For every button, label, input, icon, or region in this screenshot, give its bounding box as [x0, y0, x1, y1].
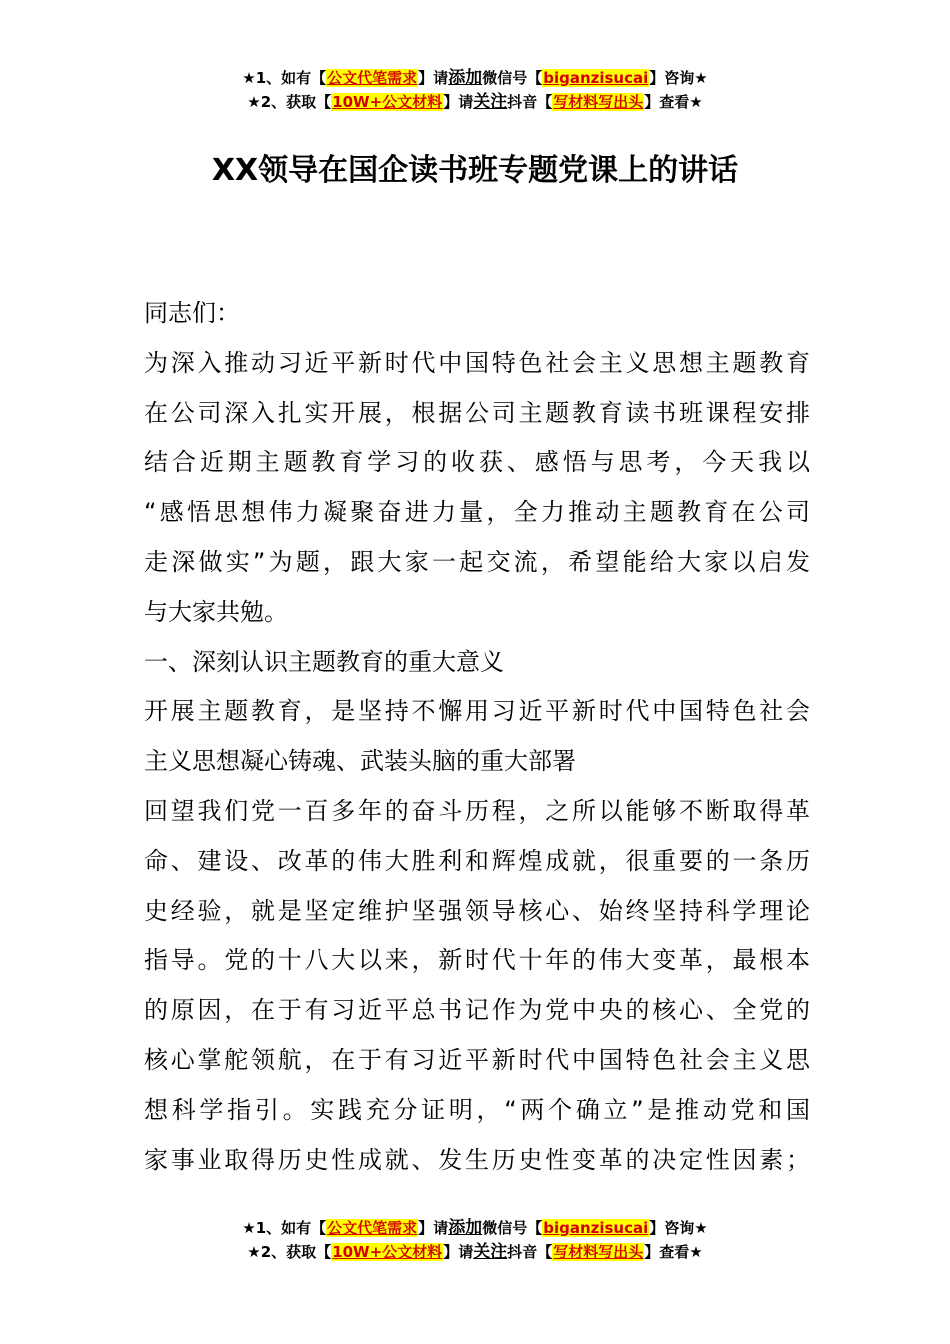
- banner-text: 】请: [443, 93, 474, 111]
- body-line: 家事业取得历史性成就、发生历史性变革的决定性因素；: [144, 1145, 810, 1174]
- banner-text: 】请: [418, 69, 449, 87]
- body-line: “感悟思想伟力凝聚奋进力量，全力推动主题教育在公司: [144, 498, 810, 527]
- body-line: 核心掌舵领航，在于有习近平新时代中国特色社会主义思: [144, 1045, 810, 1074]
- banner-emphasis: 关注: [473, 1242, 508, 1262]
- banner-text: 】请: [443, 1243, 474, 1261]
- banner-prefix: ★2、获取【: [247, 93, 332, 111]
- banner-prefix: ★1、如有【: [242, 69, 327, 87]
- douyin-account-highlight: 写材料写出头: [553, 1243, 644, 1261]
- banner-suffix: 】咨询★: [649, 1219, 708, 1237]
- banner-line-2: [0, 90, 950, 114]
- footer-banner: [0, 1216, 950, 1264]
- body-line: 主义思想凝心铸魂、武装头脑的重大部署: [144, 747, 576, 776]
- banner-emphasis: 关注: [473, 92, 508, 112]
- body-line: 指导。党的十八大以来，新时代十年的伟大变革，最根本: [144, 946, 810, 975]
- banner-text: 抖音【: [507, 1243, 553, 1261]
- banner-line-1: [0, 1216, 950, 1240]
- section-heading: 一、深刻认识主题教育的重大意义: [144, 647, 504, 676]
- banner-text: 抖音【: [507, 93, 553, 111]
- body-line: 想科学指引。实践充分证明，“两个确立”是推动党和国: [144, 1095, 810, 1124]
- banner-text: 微信号【: [482, 69, 543, 87]
- body-line: 开展主题教育，是坚持不懈用习近平新时代中国特色社会: [144, 697, 810, 726]
- banner-suffix: 】查看★: [644, 93, 703, 111]
- banner-line-1: [0, 66, 950, 90]
- materials-highlight: 10W+公文材料: [332, 1243, 443, 1261]
- body-line: 走深做实”为题，跟大家一起交流，希望能给大家以启发: [144, 547, 810, 576]
- douyin-account-highlight: 写材料写出头: [553, 93, 644, 111]
- materials-highlight: 10W+公文材料: [332, 93, 443, 111]
- banner-emphasis: 添加: [448, 68, 483, 88]
- banner-prefix: ★1、如有【: [242, 1219, 327, 1237]
- service-highlight: 公文代笔需求: [327, 1219, 418, 1237]
- banner-emphasis: 添加: [448, 1218, 483, 1238]
- wechat-id-highlight: biganzisucai: [543, 69, 649, 87]
- header-banner: [0, 66, 950, 114]
- document-body: [144, 289, 810, 1185]
- body-line: 命、建设、改革的伟大胜利和辉煌成就，很重要的一条历: [144, 846, 810, 875]
- body-line: 回望我们党一百多年的奋斗历程，之所以能够不断取得革: [144, 796, 810, 825]
- body-line: 同志们：: [144, 299, 240, 327]
- banner-line-2: [0, 1240, 950, 1264]
- document-title: XX领导在国企读书班专题党课上的讲话: [211, 153, 739, 188]
- body-line: 为深入推动习近平新时代中国特色社会主义思想主题教育: [144, 348, 810, 377]
- service-highlight: 公文代笔需求: [327, 69, 418, 87]
- banner-text: 微信号【: [482, 1219, 543, 1237]
- body-line: 结合近期主题教育学习的收获、感悟与思考，今天我以: [144, 448, 810, 477]
- banner-prefix: ★2、获取【: [247, 1243, 332, 1261]
- body-line: 史经验，就是坚定维护坚强领导核心、始终坚持科学理论: [144, 896, 810, 925]
- body-line: 的原因，在于有习近平总书记作为党中央的核心、全党的: [144, 996, 810, 1025]
- banner-suffix: 】查看★: [644, 1243, 703, 1261]
- banner-suffix: 】咨询★: [649, 69, 708, 87]
- wechat-id-highlight: biganzisucai: [543, 1219, 649, 1237]
- body-line: 与大家共勉。: [144, 597, 288, 626]
- body-line: 在公司深入扎实开展，根据公司主题教育读书班课程安排: [144, 398, 810, 427]
- banner-text: 】请: [418, 1219, 449, 1237]
